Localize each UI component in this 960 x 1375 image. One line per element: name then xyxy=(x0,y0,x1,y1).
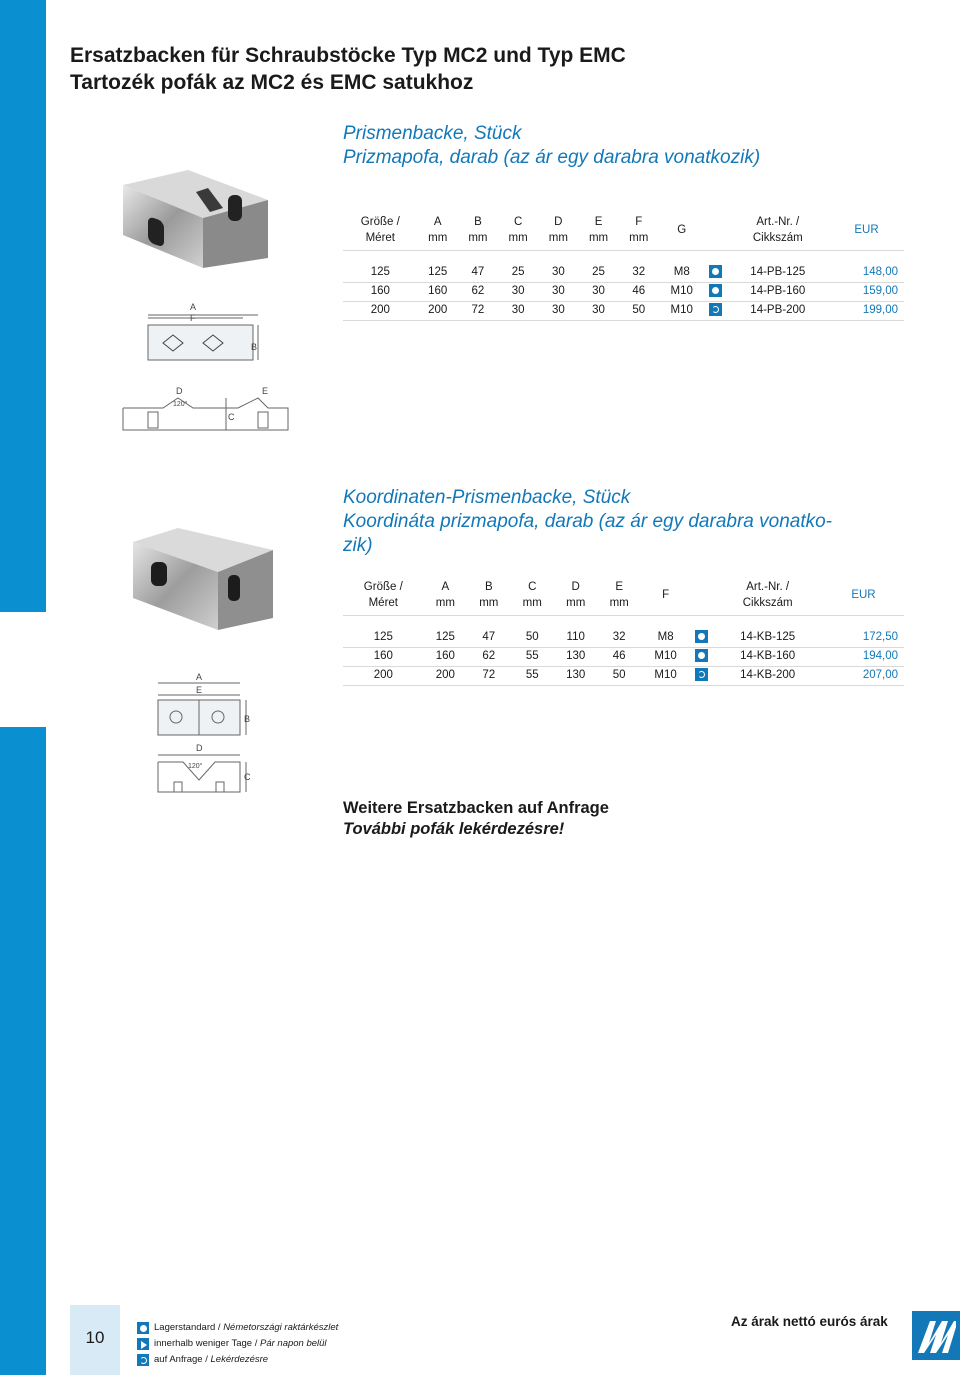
cell-d: 130 xyxy=(554,666,597,685)
cell-a: 200 xyxy=(424,666,467,685)
cell-g: M8 xyxy=(659,263,705,282)
col-header-size: Größe / Méret xyxy=(343,210,418,250)
table-row xyxy=(343,301,904,320)
cell-e: 46 xyxy=(597,647,640,666)
drawing-label-angle: 120° xyxy=(188,763,203,770)
cell-f: 46 xyxy=(619,282,659,301)
drawing-label-a: A xyxy=(196,672,203,682)
cell-e: 50 xyxy=(597,666,640,685)
col-header-size: Größe / Méret xyxy=(343,575,424,615)
col-header-b: B mm xyxy=(458,210,498,250)
col-header-a: A mm xyxy=(418,210,458,250)
col-header-a: A mm xyxy=(424,575,467,615)
table-header-row xyxy=(343,575,904,615)
drawing-label-c: C xyxy=(244,772,251,782)
cell-a: 200 xyxy=(418,301,458,320)
cell-size: 200 xyxy=(343,301,418,320)
coordinate-prism-jaw-table xyxy=(343,575,904,686)
cell-size: 160 xyxy=(343,647,424,666)
col-header-eur: EUR xyxy=(823,575,904,615)
prism-jaw-heading xyxy=(343,122,760,170)
cell-stock xyxy=(705,282,727,301)
col-header-stock xyxy=(705,210,727,250)
page-title-line-2: Tartozék pofák az MC2 és EMC satukhoz xyxy=(70,71,474,94)
cell-stock xyxy=(690,647,712,666)
on-request-icon xyxy=(695,668,708,681)
net-prices-note: Az árak nettó eurós árak xyxy=(731,1314,888,1329)
cell-c: 55 xyxy=(511,666,554,685)
cell-f: M8 xyxy=(641,628,690,647)
drawing-label-d: D xyxy=(196,743,203,753)
left-accent-bar-top xyxy=(0,0,46,612)
cell-e: 32 xyxy=(597,628,640,647)
cell-b: 47 xyxy=(458,263,498,282)
cell-c: 30 xyxy=(498,282,538,301)
stock-icon xyxy=(695,649,708,662)
drawing-label-a: A xyxy=(190,302,197,312)
cell-d: 110 xyxy=(554,628,597,647)
cell-size: 125 xyxy=(343,263,418,282)
cell-art-nr: 14-PB-125 xyxy=(727,263,829,282)
drawing-label-angle: 120° xyxy=(173,401,188,408)
cell-art-nr: 14-PB-160 xyxy=(727,282,829,301)
coordinate-prism-jaw-heading-hu: Koordináta prizmapofa, darab (az ár egy darabra vonatko- xyxy=(343,511,832,532)
cell-price: 199,00 xyxy=(829,301,904,320)
cell-art-nr: 14-PB-200 xyxy=(727,301,829,320)
further-jaws-note-de: Weitere Ersatzbacken auf Anfrage xyxy=(343,799,609,817)
drawing-label-d: D xyxy=(176,386,183,396)
cell-a: 160 xyxy=(418,282,458,301)
col-header-stock xyxy=(690,575,712,615)
drawing-label-b: B xyxy=(244,714,251,724)
cell-a: 160 xyxy=(424,647,467,666)
page-title xyxy=(70,42,626,96)
cell-art-nr: 14-KB-200 xyxy=(712,666,823,685)
stock-icon xyxy=(709,284,722,297)
cell-size: 200 xyxy=(343,666,424,685)
legend-item-days: innerhalb weniger Tage / Pár napon belül xyxy=(137,1336,338,1352)
coordinate-prism-jaw-photo xyxy=(133,528,273,630)
cell-e: 30 xyxy=(578,301,618,320)
cell-g: M10 xyxy=(659,301,705,320)
cell-stock xyxy=(705,263,727,282)
col-header-art-nr: Art.-Nr. / Cikkszám xyxy=(727,210,829,250)
cell-a: 125 xyxy=(418,263,458,282)
cell-f: M10 xyxy=(641,647,690,666)
cell-stock xyxy=(690,628,712,647)
col-header-b: B mm xyxy=(467,575,510,615)
cell-g: M10 xyxy=(659,282,705,301)
table-header-row xyxy=(343,210,904,250)
cell-a: 125 xyxy=(424,628,467,647)
drawing-label-e: E xyxy=(196,685,203,695)
prism-jaw-table xyxy=(343,210,904,321)
further-jaws-note-hu: További pofák lekérdezésre! xyxy=(343,820,565,838)
cell-price: 148,00 xyxy=(829,263,904,282)
page-number: 10 xyxy=(70,1305,120,1375)
cell-b: 62 xyxy=(467,647,510,666)
availability-legend xyxy=(137,1320,338,1368)
cell-stock xyxy=(690,666,712,685)
cell-d: 130 xyxy=(554,647,597,666)
cell-d: 30 xyxy=(538,301,578,320)
cell-price: 172,50 xyxy=(823,628,904,647)
coordinate-prism-jaw-side-drawing xyxy=(158,755,246,792)
drawing-label-b: B xyxy=(251,342,258,352)
on-request-icon xyxy=(709,303,722,316)
cell-b: 62 xyxy=(458,282,498,301)
left-accent-bar-bottom xyxy=(0,727,46,1375)
legend-item-stock: Lagerstandard / Németországi raktárkészlet xyxy=(137,1320,338,1336)
cell-e: 30 xyxy=(578,282,618,301)
cell-e: 25 xyxy=(578,263,618,282)
cell-price: 159,00 xyxy=(829,282,904,301)
drawing-label-f: F xyxy=(190,313,196,323)
col-header-e: E mm xyxy=(578,210,618,250)
table-row xyxy=(343,628,904,647)
brand-logo xyxy=(912,1311,960,1360)
prism-jaw-heading-de: Prismenbacke, Stück xyxy=(343,123,522,144)
col-header-c: C mm xyxy=(511,575,554,615)
cell-d: 30 xyxy=(538,282,578,301)
on-request-icon xyxy=(137,1354,149,1366)
cell-d: 30 xyxy=(538,263,578,282)
cell-price: 194,00 xyxy=(823,647,904,666)
prism-jaw-photo xyxy=(123,170,268,268)
page-title-line-1: Ersatzbacken für Schraubstöcke Typ MC2 und Typ EMC xyxy=(70,44,626,67)
stock-icon xyxy=(695,630,708,643)
cell-c: 50 xyxy=(511,628,554,647)
stock-icon xyxy=(137,1322,149,1334)
prism-jaw-illustration xyxy=(118,140,328,440)
cell-stock xyxy=(705,301,727,320)
col-header-c: C mm xyxy=(498,210,538,250)
cell-f: 50 xyxy=(619,301,659,320)
cell-art-nr: 14-KB-160 xyxy=(712,647,823,666)
drawing-label-c: C xyxy=(228,412,235,422)
days-icon xyxy=(137,1338,149,1350)
cell-size: 125 xyxy=(343,628,424,647)
coordinate-prism-jaw-heading-de: Koordinaten-Prismenbacke, Stück xyxy=(343,487,631,508)
table-row xyxy=(343,282,904,301)
prism-jaw-side-drawing xyxy=(123,398,288,430)
table-row xyxy=(343,647,904,666)
brand-logo-icon xyxy=(912,1311,960,1360)
coordinate-prism-jaw-heading xyxy=(343,486,903,558)
legend-item-on-request: auf Anfrage / Lekérdezésre xyxy=(137,1352,338,1368)
coordinate-prism-jaw-heading-hu-cont: zik) xyxy=(343,535,373,556)
cell-c: 25 xyxy=(498,263,538,282)
col-header-g: G xyxy=(659,210,705,250)
cell-f: M10 xyxy=(641,666,690,685)
col-header-d: D mm xyxy=(554,575,597,615)
cell-b: 47 xyxy=(467,628,510,647)
col-header-eur: EUR xyxy=(829,210,904,250)
cell-art-nr: 14-KB-125 xyxy=(712,628,823,647)
table-row xyxy=(343,666,904,685)
coordinate-prism-jaw-illustration xyxy=(118,500,298,810)
col-header-e: E mm xyxy=(597,575,640,615)
prism-jaw-heading-hu: Prizmapofa, darab (az ár egy darabra vonatkozik) xyxy=(343,147,761,168)
cell-price: 207,00 xyxy=(823,666,904,685)
cell-c: 30 xyxy=(498,301,538,320)
table-row xyxy=(343,263,904,282)
prism-jaw-top-drawing xyxy=(148,315,258,360)
stock-icon xyxy=(709,265,722,278)
further-jaws-note xyxy=(343,798,609,840)
cell-f: 32 xyxy=(619,263,659,282)
col-header-f: F xyxy=(641,575,690,615)
drawing-label-e: E xyxy=(262,386,269,396)
cell-b: 72 xyxy=(467,666,510,685)
col-header-d: D mm xyxy=(538,210,578,250)
cell-b: 72 xyxy=(458,301,498,320)
col-header-art-nr: Art.-Nr. / Cikkszám xyxy=(712,575,823,615)
col-header-f: F mm xyxy=(619,210,659,250)
cell-size: 160 xyxy=(343,282,418,301)
cell-c: 55 xyxy=(511,647,554,666)
